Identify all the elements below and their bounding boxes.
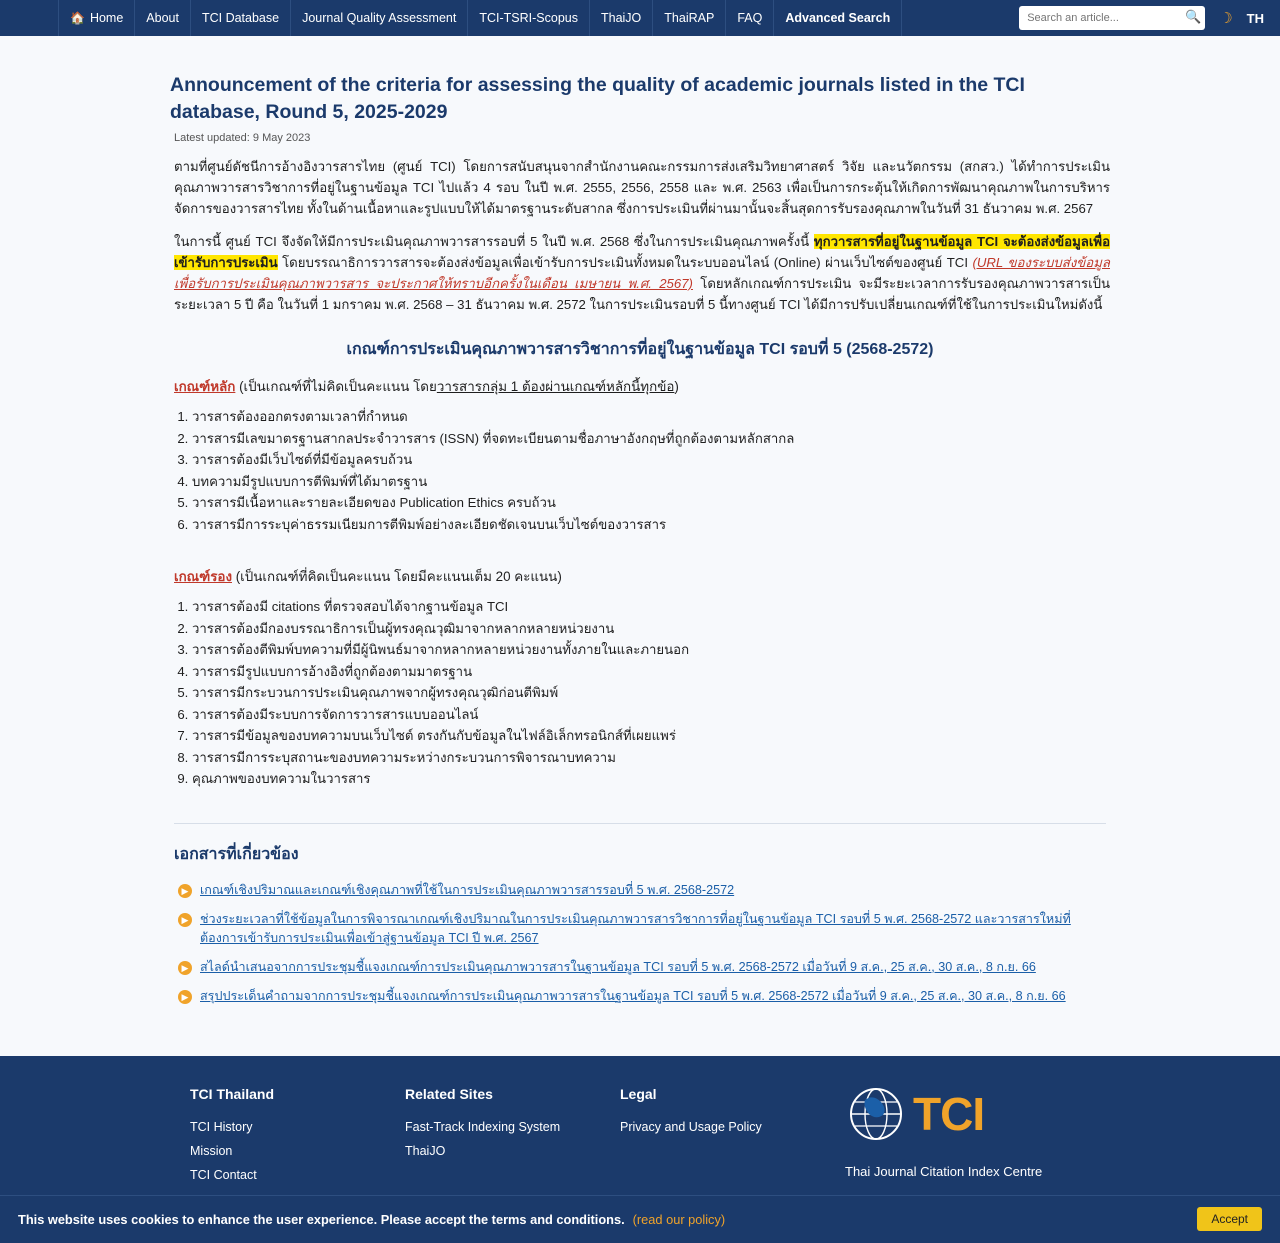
tci-wordmark: TCI (913, 1087, 985, 1140)
moon-icon[interactable]: ☽ (1219, 10, 1233, 27)
para2-part-c: โดยหลักเกณฑ์การประเมิน จะมีระยะเวลาการรับรองคุณภาพวารสารเป็นระยะเวลา 5 ปี คือ ในวันที่ 1 มกราคม พ.ศ. 2568 – 31 ธันวาคม พ.ศ. 2572 ในการประเมินรอบที่ 5 นี้ทางศูนย์ TCI ได้มีการปรับเปลี่ยนเกณฑ์ที่ใช้ในการประเมินใหม่ดังนี้ (174, 276, 1111, 312)
nav-item-home-label: Home (89, 11, 124, 25)
footer-column-title: Legal (620, 1085, 657, 1102)
nav-item-tci-tsri-scopus-label: TCI-TSRI-Scopus (479, 11, 578, 25)
nav-item-journal-quality-assessment[interactable] (291, 0, 468, 36)
footer-brand-subtitle: Thai Journal Citation Index Centre (845, 1163, 1043, 1179)
intro-paragraph-1: ตามที่ศูนย์ดัชนีการอ้างอิงวารสารไทย (ศูนย์ TCI) โดยการสนับสนุนจากสำนักงานคณะกรรมการส่งเสริมวิทยาศาสตร์ วิจัย และนวัตกรรม (สกสว.) ได้ทำการประเมินคุณภาพวารสารวิชาการที่อยู่ในฐานข้อมูล TCI ไปแล้ว 4 รอบ ในปี พ.ศ. 2555, 2556, 2558 และ พ.ศ. 2563 เพื่อเป็นการกระตุ้นให้เกิดการพัฒนาคุณภาพในการบริหารจัดการของวารสารไทย ทั้งในด้านเนื้อหาและรูปแบบให้ได้มาตรฐานระดับสากล ซึ่งการประเมินที่ผ่านมานั้นจะสิ้นสุดการรับรองคุณภาพในวันที่ 31 ธันวาคม พ.ศ. 2567 (174, 159, 1110, 216)
nav-item-thaijo-label: ThaiJO (600, 11, 642, 25)
document-link[interactable]: เกณฑ์เชิงปริมาณและเกณฑ์เชิงคุณภาพที่ใช้ในการประเมินคุณภาพวารสารรอบที่ 5 พ.ศ. 2568-2572 (200, 882, 735, 897)
list-item: 8. วารสารมีการระบุสถานะของบทความระหว่างกระบวนการพิจารณาบทความ (192, 748, 1110, 768)
list-item: 1. วารสารต้องออกตรงตามเวลาที่กำหนด (192, 407, 1110, 427)
nav-item-advanced-search-label: Advanced Search (785, 11, 891, 25)
footer-columns (110, 1086, 1170, 1192)
nav-item-about[interactable] (135, 0, 191, 36)
nav-item-home[interactable] (58, 0, 135, 36)
nav-item-faq-label: FAQ (737, 11, 763, 25)
cookie-message: This website uses cookies to enhance the user experience. Please accept the terms and conditions. (18, 1211, 625, 1227)
nav-item-thairap[interactable] (653, 0, 726, 36)
nav-item-thaijo[interactable] (590, 0, 653, 36)
search-input[interactable] (1019, 6, 1205, 30)
list-item: 9. คุณภาพของบทความในวารสาร (192, 769, 1110, 789)
footer-brand (845, 1086, 1125, 1192)
list-item: 1. วารสารต้องมี citations ที่ตรวจสอบได้จากฐานข้อมูล TCI (192, 597, 1110, 617)
footer-column-legal (620, 1086, 835, 1192)
para2-highlight: ทุกวารสารที่อยู่ในฐานข้อมูล TCI จะต้องส่งข้อมูลเพื่อเข้ารับการประเมิน (174, 234, 1110, 270)
play-circle-icon: ▶ (178, 961, 192, 975)
play-circle-icon: ▶ (178, 913, 192, 927)
top-navbar (0, 0, 1280, 36)
related-documents-heading: เอกสารที่เกี่ยวข้อง (174, 845, 299, 863)
sub-criteria-header (174, 566, 1110, 587)
nav-menu (58, 0, 902, 36)
nav-item-advanced-search[interactable] (774, 0, 902, 36)
nav-item-faq[interactable] (726, 0, 774, 36)
criteria-spacer (170, 536, 1110, 566)
para2-part-b: โดยบรรณาธิการวารสารจะต้องส่งข้อมูลเพื่อเข้ารับการประเมินทั้งหมดในระบบออนไลน์ (Online) ผ่านเว็บไซต์ของศูนย์ TCI (277, 255, 973, 270)
page-body (0, 36, 1280, 1056)
list-item: 5. วารสารมีกระบวนการประเมินคุณภาพจากผู้ทรงคุณวุฒิก่อนตีพิมพ์ (192, 683, 1110, 703)
cookie-banner (0, 1195, 1280, 1243)
language-toggle[interactable]: TH (1246, 10, 1264, 26)
footer-column-tci-thailand (190, 1086, 405, 1192)
list-item: 3. วารสารต้องตีพิมพ์บทความที่มีผู้นิพนธ์มาจากหลากหลายหน่วยงานทั้งภายในและภายนอก (192, 640, 1110, 660)
footer-column-title: TCI Thailand (190, 1085, 274, 1102)
list-item: 2. วารสารมีเลขมาตรฐานสากลประจำวารสาร (ISSN) ที่จดทะเบียนตามชื่อภาษาอังกฤษที่ถูกต้องตามหลักสากล (192, 429, 1110, 449)
last-updated: Latest updated: 9 May 2023 (174, 132, 311, 144)
document-link[interactable]: ช่วงระยะเวลาที่ใช้ข้อมูลในการพิจารณาเกณฑ์เชิงปริมาณในการประเมินคุณภาพวารสารวิชาการที่อยู่ในฐานข้อมูล TCI รอบที่ 5 พ.ศ. 2568-2572 และวารสารใหม่ที่ต้องการเข้ารับการประเมินเพื่อเข้าสู่ฐานข้อมูล TCI ปี พ.ศ. 2567 (200, 911, 1071, 945)
search-icon[interactable]: 🔍 (1185, 9, 1202, 24)
list-item: 5. วารสารมีเนื้อหาและรายละเอียดของ Publication Ethics ครบถ้วน (192, 493, 1110, 513)
list-item: 3. วารสารต้องมีเว็บไซต์ที่มีข้อมูลครบถ้วน (192, 450, 1110, 470)
footer-column-title: Related Sites (405, 1085, 493, 1102)
nav-item-journal-quality-assessment-label: Journal Quality Assessment (302, 11, 457, 25)
list-item: 6. วารสารต้องมีระบบการจัดการวารสารแบบออนไลน์ (192, 705, 1110, 725)
footer-link-fast-track-indexing-system[interactable]: Fast-Track Indexing System (405, 1119, 561, 1134)
nav-item-about-label: About (146, 11, 179, 25)
sub-criteria-note: (เป็นเกณฑ์ที่คิดเป็นคะแนน โดยมีคะแนนเต็ม 20 คะแนน) (232, 569, 562, 584)
cookie-policy-link[interactable]: (read our policy) (632, 1211, 726, 1227)
criteria-section-heading: เกณฑ์การประเมินคุณภาพวารสารวิชาการที่อยู่ในฐานข้อมูล TCI รอบที่ 5 (2568-2572) (346, 341, 934, 358)
list-item: 2. วารสารต้องมีกองบรรณาธิการเป็นผู้ทรงคุณวุฒิมาจากหลากหลายหน่วยงาน (192, 619, 1110, 639)
related-documents-section (174, 823, 1106, 1006)
footer-link-mission[interactable]: Mission (190, 1143, 233, 1158)
list-item: 7. วารสารมีข้อมูลของบทความบนเว็บไซต์ ตรงกันกับข้อมูลในไฟล์อิเล็กทรอนิกส์ที่เผยแพร่ (192, 726, 1110, 746)
list-item[interactable] (174, 987, 1106, 1006)
nav-item-tci-database[interactable] (191, 0, 291, 36)
cookie-accept-button[interactable]: Accept (1197, 1207, 1262, 1231)
sub-criteria-label: เกณฑ์รอง (174, 569, 232, 584)
list-item: 6. วารสารมีการระบุค่าธรรมเนียมการตีพิมพ์อย่างละเอียดชัดเจนบนเว็บไซต์ของวารสาร (192, 515, 1110, 535)
nav-item-tci-database-label: TCI Database (201, 11, 280, 25)
footer-link-tci-contact[interactable]: TCI Contact (190, 1167, 257, 1182)
list-item[interactable] (174, 910, 1106, 948)
main-criteria-label: เกณฑ์หลัก (174, 379, 236, 394)
list-item: 4. บทความมีรูปแบบการตีพิมพ์ที่ได้มาตรฐาน (192, 472, 1110, 492)
main-criteria-note-b: ) (674, 379, 679, 394)
footer-column-related-sites (405, 1086, 620, 1192)
home-icon: 🏠 (70, 11, 85, 25)
play-circle-icon: ▶ (178, 990, 192, 1004)
list-item: 4. วารสารมีรูปแบบการอ้างอิงที่ถูกต้องตามมาตรฐาน (192, 662, 1110, 682)
nav-right-tools (1019, 0, 1280, 36)
list-item[interactable] (174, 958, 1106, 977)
nav-item-thairap-label: ThaiRAP (664, 11, 715, 25)
globe-icon (845, 1086, 907, 1142)
main-criteria-note-a: (เป็นเกณฑ์ที่ไม่คิดเป็นคะแนน โดย (235, 379, 437, 394)
article-content (170, 36, 1110, 1006)
main-criteria-note-underline: วารสารกลุ่ม 1 ต้องผ่านเกณฑ์หลักนี้ทุกข้อ (436, 379, 675, 394)
para2-part-a: ในการนี้ ศูนย์ TCI จึงจัดให้มีการประเมินคุณภาพวารสารรอบที่ 5 ในปี พ.ศ. 2568 ซึ่งในการประเมินคุณภาพครั้งนี้ (174, 234, 814, 249)
para2-italic-note: (URL ของระบบส่งข้อมูลเพื่อรับการประเมินคุณภาพวารสาร จะประกาศให้ทราบอีกครั้งในเดือน เมษายน พ.ศ. 2567) (174, 255, 1110, 291)
footer-link-privacy-and-usage-policy[interactable]: Privacy and Usage Policy (620, 1119, 762, 1134)
list-item[interactable] (174, 881, 1106, 900)
main-criteria-list (174, 407, 1110, 534)
search-box[interactable] (1019, 6, 1205, 30)
sub-criteria-list (174, 597, 1110, 789)
footer-link-thaijo[interactable]: ThaiJO (405, 1143, 446, 1158)
play-circle-icon: ▶ (178, 884, 192, 898)
intro-paragraph-2 (174, 231, 1110, 315)
nav-item-tci-tsri-scopus[interactable] (468, 0, 590, 36)
page-title: Announcement of the criteria for assessing the quality of academic journals listed in the TCI database, Round 5, 2025-2029 (170, 74, 1025, 123)
main-criteria-header (174, 376, 1110, 397)
footer-link-tci-history[interactable]: TCI History (190, 1119, 253, 1134)
document-link[interactable]: สไลด์นำเสนอจากการประชุมชี้แจงเกณฑ์การประเมินคุณภาพวารสารในฐานข้อมูล TCI รอบที่ 5 พ.ศ. 2568-2572 เมื่อวันที่ 9 ส.ค., 25 ส.ค., 30 ส.ค., 8 ก.ย. 66 (200, 959, 1036, 974)
document-link[interactable]: สรุปประเด็นคำถามจากการประชุมชี้แจงเกณฑ์การประเมินคุณภาพวารสารในฐานข้อมูล TCI รอบที่ 5 พ.ศ. 2568-2572 เมื่อวันที่ 9 ส.ค., 25 ส.ค., 30 ส.ค., 8 ก.ย. 66 (200, 988, 1066, 1003)
tci-logo (845, 1086, 1125, 1142)
